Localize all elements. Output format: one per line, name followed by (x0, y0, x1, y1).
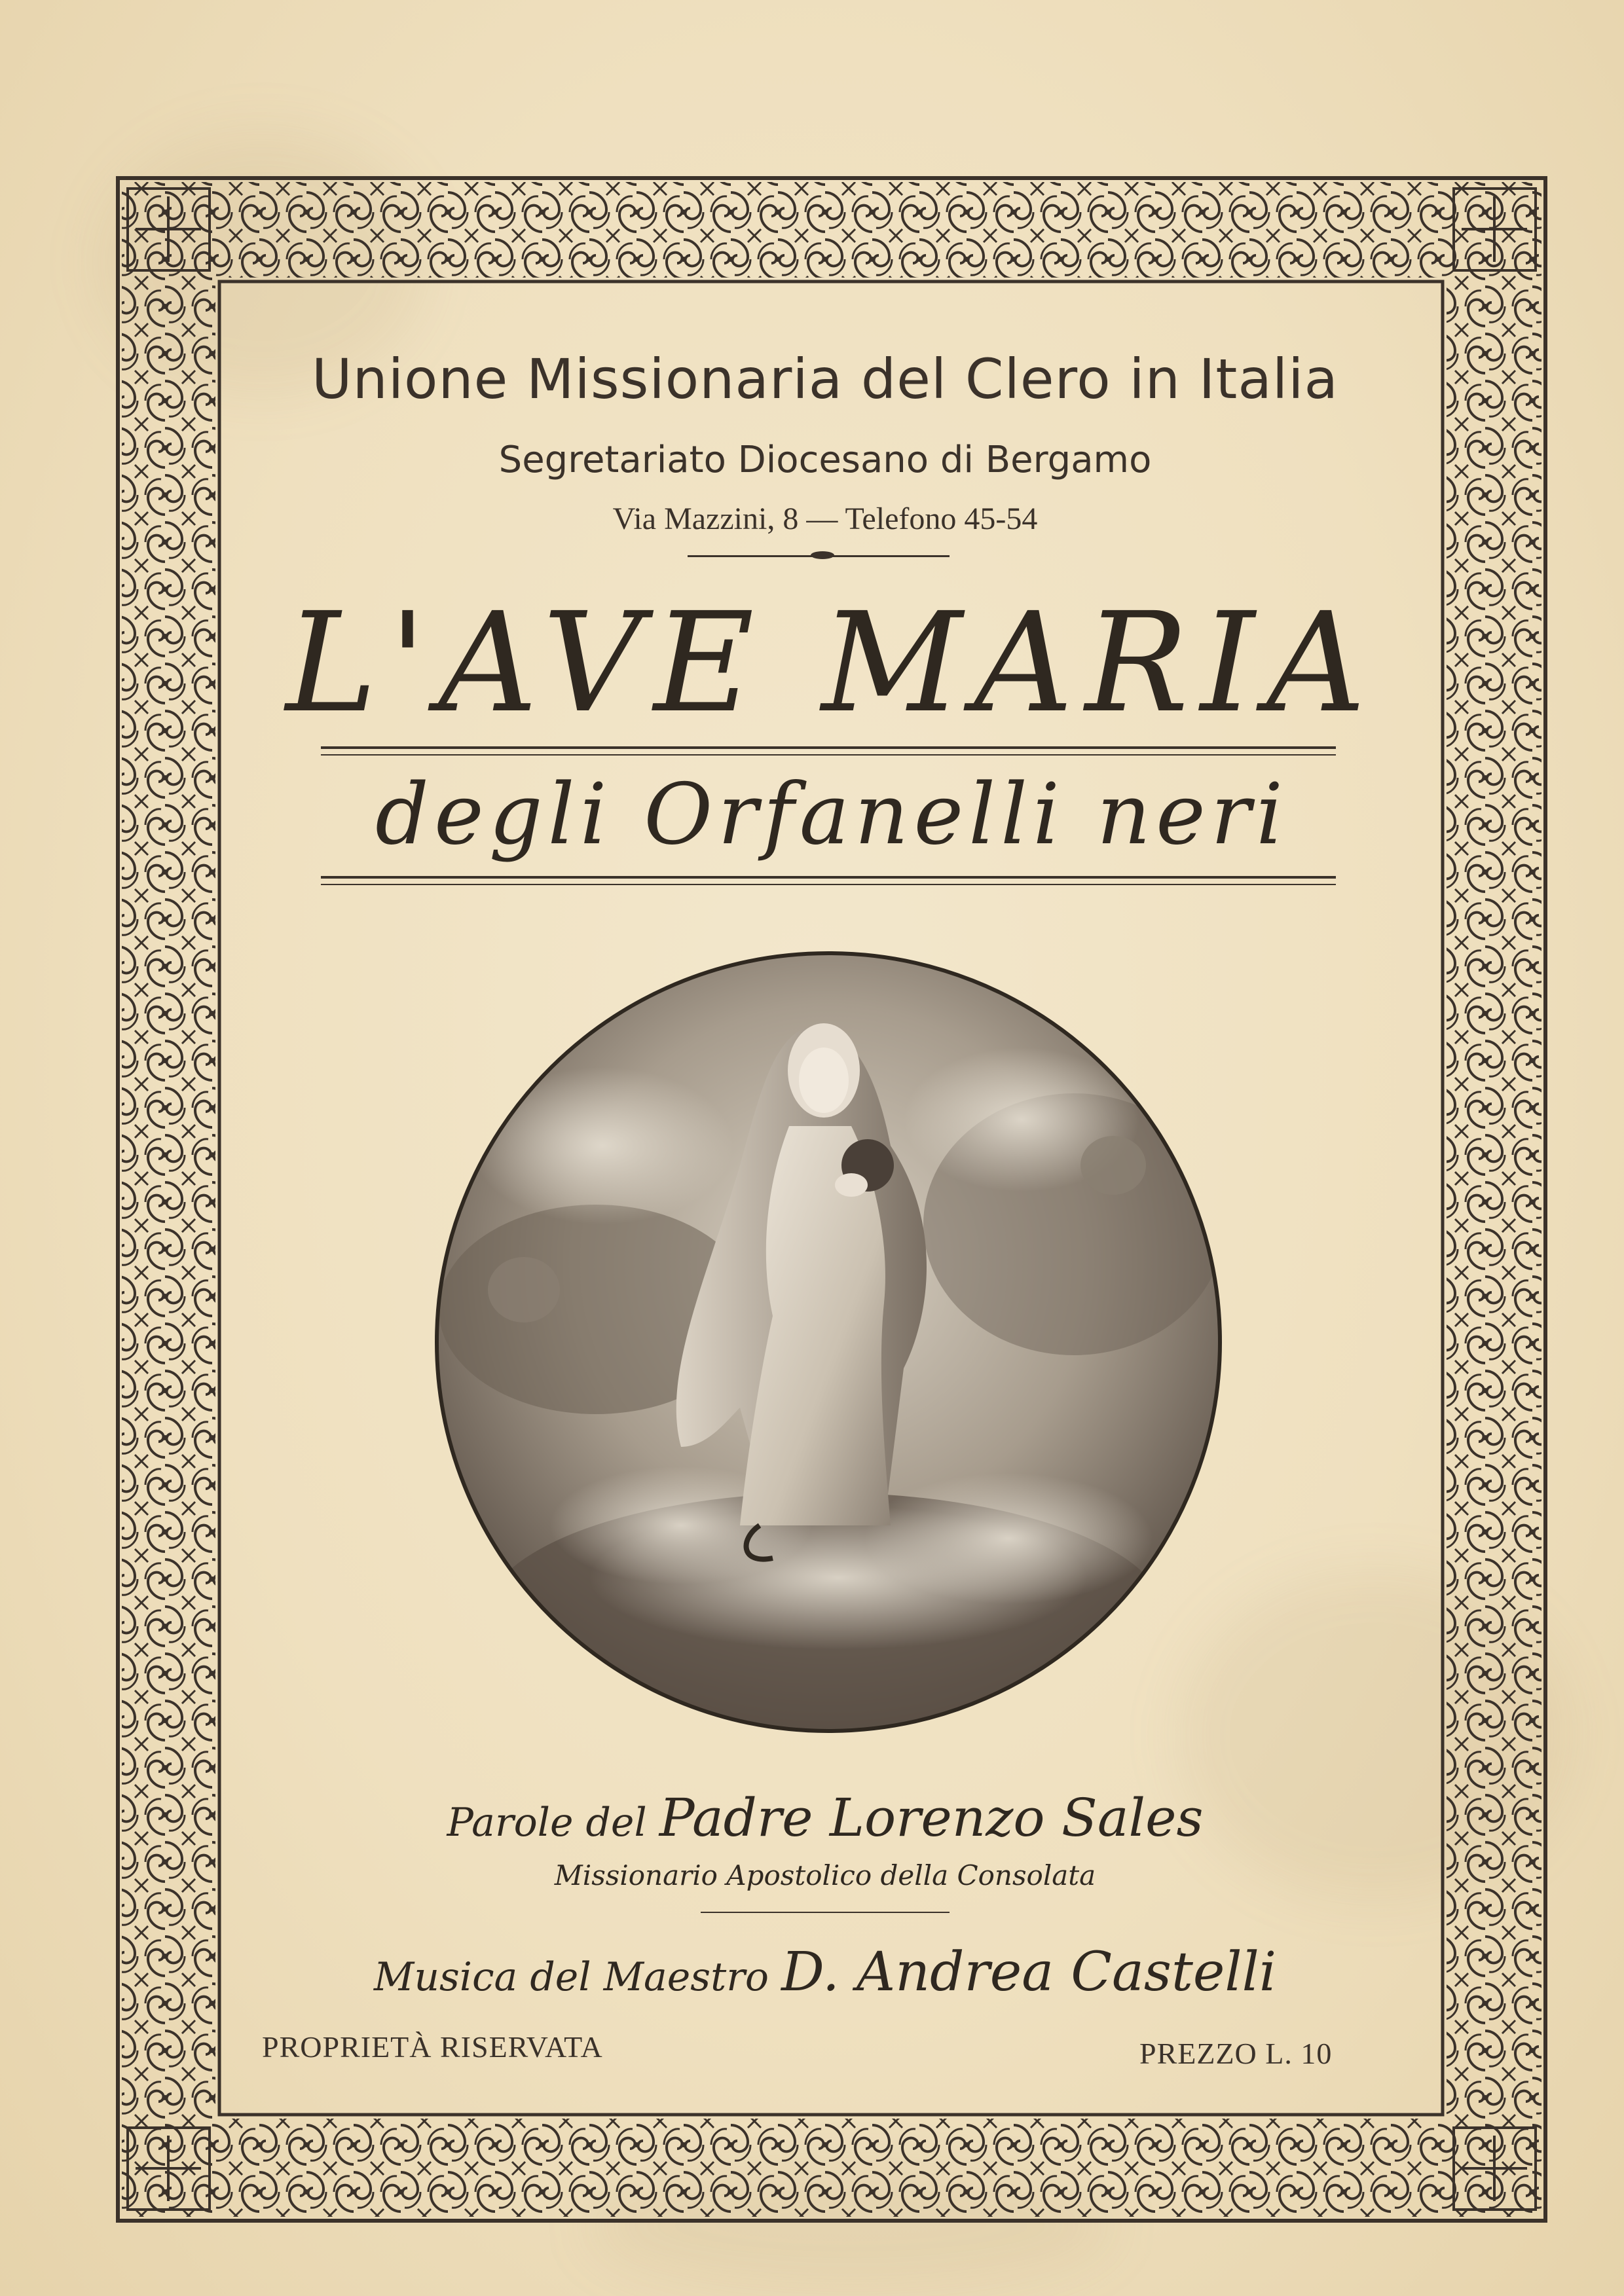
madonna-medallion-icon (432, 949, 1225, 1735)
title-rule-lower-thin (321, 884, 1336, 885)
words-prefix: Parole del (447, 1800, 647, 1846)
music-composer: D. Andrea Castelli (781, 1941, 1277, 2003)
music-credit (249, 1941, 1401, 2003)
credits-divider (701, 1912, 950, 1913)
title-rule-upper (321, 746, 1336, 749)
organization-title: Unione Missionaria del Clero in Italia (311, 347, 1338, 411)
music-prefix: Musica del Maestro (373, 1954, 769, 2000)
main-title: L'AVE MARIA (286, 583, 1378, 743)
words-author: Padre Lorenzo Sales (659, 1787, 1204, 1848)
divider-ornament (811, 551, 834, 559)
author-role: Missionario Apostolico della Consolata (554, 1859, 1096, 1891)
title-rule-upper-thin (321, 754, 1336, 756)
address-line: Via Mazzini, 8 — Telefono 45-54 (612, 501, 1038, 536)
secretariat-subtitle: Segretariato Diocesano di Bergamo (498, 439, 1152, 481)
rights-notice: PROPRIETÀ RISERVATA (262, 2030, 603, 2064)
title-rule-lower (321, 876, 1336, 879)
price-label: PREZZO L. 10 (1139, 2037, 1333, 2070)
subtitle: degli Orfanelli neri (375, 766, 1288, 864)
words-credit (249, 1787, 1401, 1848)
